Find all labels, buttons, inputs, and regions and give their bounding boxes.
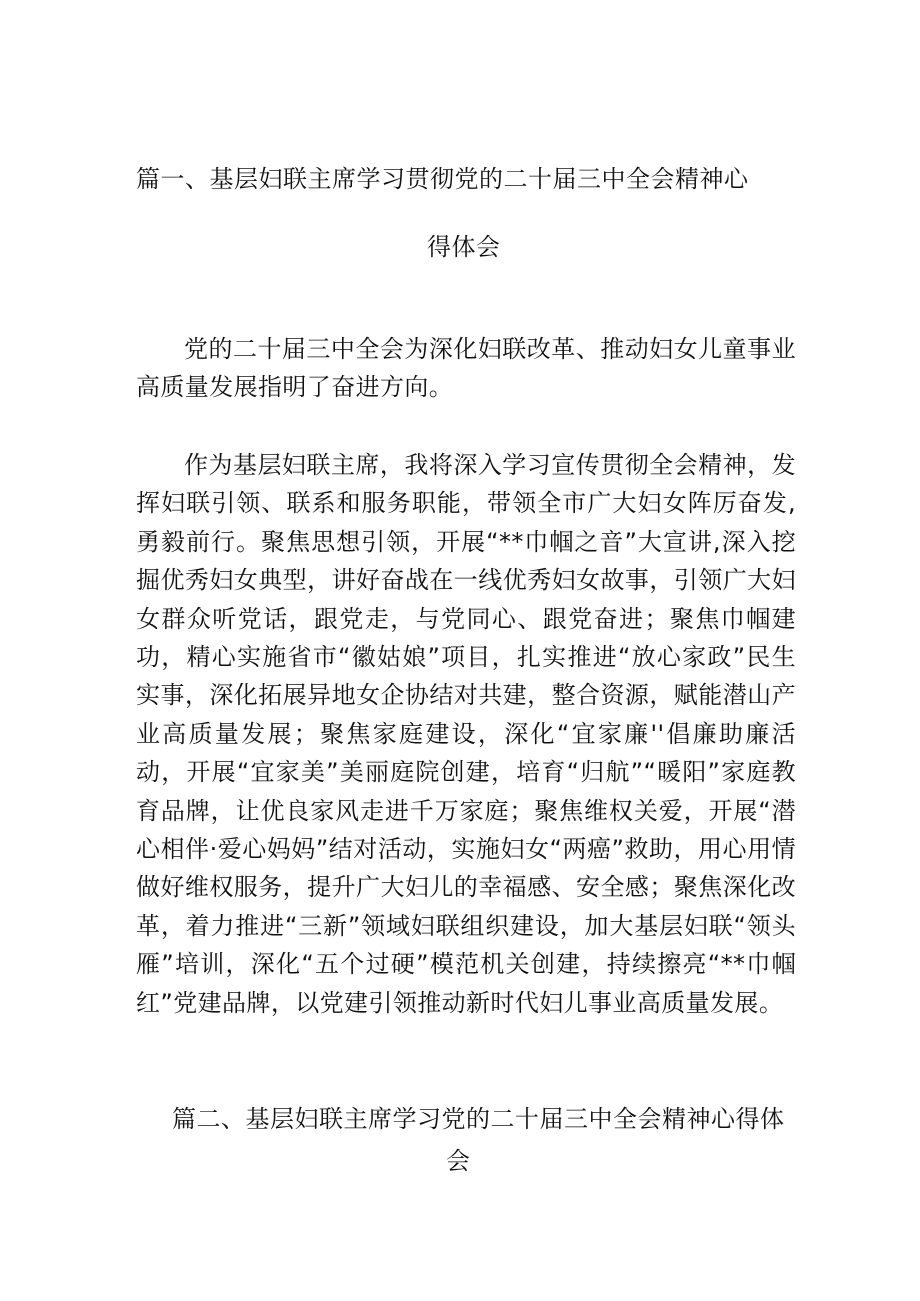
section1-title-line1: 篇一、基层妇联主席学习贯彻党的二十届三中全会精神心 <box>136 165 749 193</box>
section1-paragraph-1: 党的二十届三中全会为深化妇联改革、推动妇女儿童事业高质量发展指明了奋进方向。 <box>136 335 796 402</box>
section1-paragraph-2: 作为基层妇联主席，我将深入学习宣传贯彻全会精神，发挥妇联引领、联系和服务职能，带领全市广大妇女阵厉奋发,勇毅前行。聚焦思想引领，开展“**巾帼之音”大宣讲,深入挖掘优秀妇女典型，讲好奋战在一线优秀妇女故事，引领广大妇女群众听党话，跟党走，与党同心、跟党奋进；聚焦巾帼建功，精心实施省市“徽姑娘”项目，扎实推进“放心家政”民生实事，深化拓展异地女企协结对共建，整合资源，赋能潜山产业高质量发展；聚焦家庭建设，深化“宜家廉''倡廉助廉活动，开展“宜家美”美丽庭院创建，培育“归航”“暖阳”家庭教育品牌，让优良家风走进千万家庭；聚焦维权关爱，开展“潜心相伴·爱心妈妈”结对活动，实施妇女“两癌”救助，用心用情做好维权服务，提升广大妇儿的幸福感、安全感；聚焦深化改革，着力推进“三新”领域妇联组织建设，加大基层妇联“领头雁”培训，深化“五个过硬”模范机关创建，持续擦亮“**巾帼红”党建品牌，以党建引领推动新时代妇儿事业高质量发展。 <box>136 451 796 1017</box>
section2-title-line2: 会 <box>446 1147 471 1175</box>
section2-title-line1: 篇二、基层妇联主席学习党的二十届三中全会精神心得体 <box>172 1105 785 1133</box>
section1-title-line2: 得体会 <box>427 233 501 261</box>
